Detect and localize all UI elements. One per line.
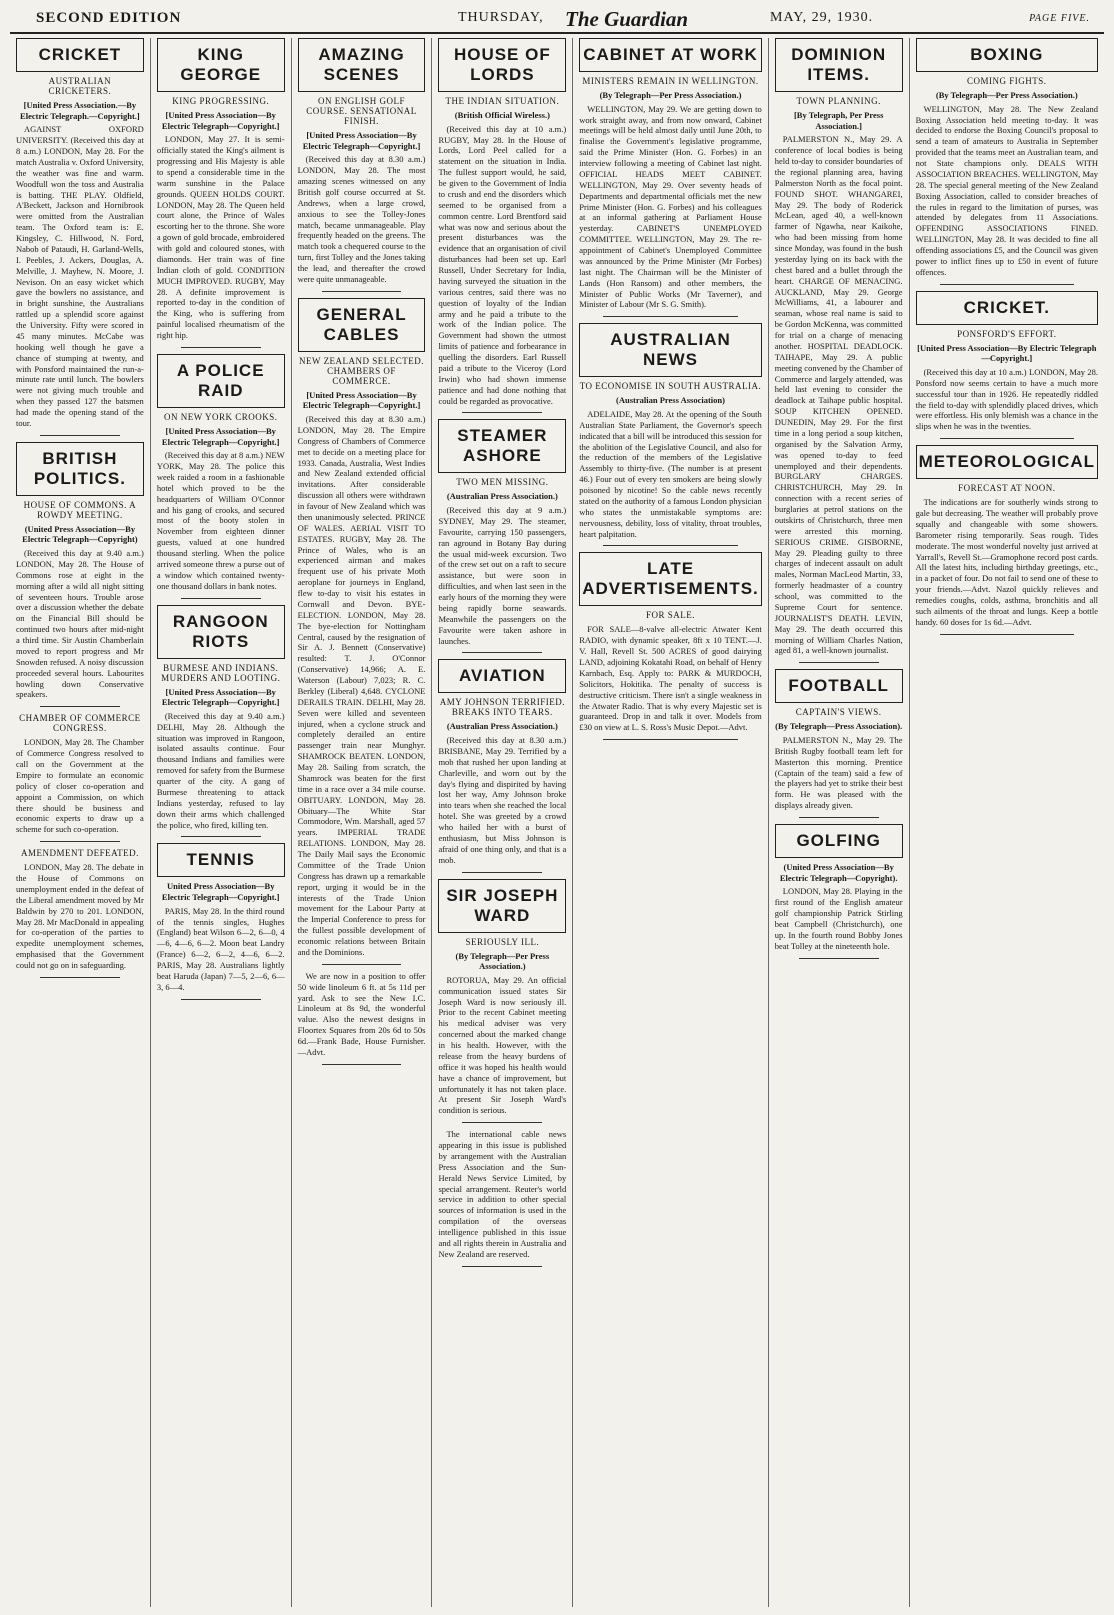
article-body: WELLINGTON, May 29. We are getting down to work straight away, and from now onward, Cabinet meetings will be held almost daily until June 20th, to finalise the Government's legislative programme, said the Prime Minister (Hon. G. Forbes) in an interview following a meeting of Cabinet last night. OFFICIAL HEADS MEET CABINET. WELLINGTON, May 29. Over seventy heads of Departments and departmental officials met the new Prime Minister (Hon. G. Forbes) and his colleagues at an informal gathering at Parliament House yesterday. CABINET'S UNEMPLOYED COMMITTEE. WELLINGTON, May 29. The re-appointment of Cabinet's Unemployed Committee was announced by the Prime Minister (Mr Forbes) last night. The Chairman will be the Minister of Lands (Hon Ransom) and other members, the Minister of Public Works (Mr Taverner), and Minister of Labour (Mr S. G. Smith).	[579, 103, 762, 310]
article-divider	[799, 817, 879, 818]
article-divider	[940, 284, 1074, 285]
article-divider	[40, 841, 120, 842]
article-body: (Received this day at 8.30 a.m.) BRISBANE, May 29. Terrified by a mob that rushed her upon landing at Charleville, and worn out by the day's flying and dispirited by having lost her way, Amy Johnson broke into tears when she reached the local hotel. She was greeted by a crowd who hailed her with a burst of enthusiasm, but Miss Johnson is afraid of one thing only, and that is a mob.	[438, 735, 567, 865]
article-subheading: KING PROGRESSING.	[172, 96, 270, 106]
article-credit: (By Telegraph—Per Press Association.)	[935, 90, 1078, 100]
article-credit: (British Official Wireless.)	[454, 110, 550, 120]
article	[298, 971, 426, 1058]
article-subheading: PONSFORD'S EFFORT.	[957, 328, 1057, 339]
article-headline: SIR JOSEPH WARD	[438, 879, 566, 933]
article	[438, 879, 566, 1117]
article	[438, 659, 566, 865]
column-6	[769, 38, 910, 1607]
article-divider	[462, 872, 542, 873]
article	[438, 38, 566, 406]
masthead	[10, 6, 1104, 34]
article-subheading: AMY JOHNSON TERRIFIED. BREAKS INTO TEARS.	[439, 697, 565, 718]
article-credit: (By Telegraph—Press Association).	[775, 721, 903, 732]
article	[16, 38, 144, 429]
article	[775, 669, 903, 811]
article-body: (Received this day at 10 a.m.) RUGBY, May 28. In the House of Lords, Lord Peel called for a statement on the situation in India. The fullest support would, he said, be given to the Government of India to crush and end the disorders which seemed to be organised from a common centre. Lord Brentford said what was now and serious about the present disturbances was the evidence that an organisation of civil disturbances had been set up. Earl Russell, Under Secretary for India, having surveyed the situation in the various centres, said there was no question of loyalty of the Indian army and he paid a tribute to the work of the Indian police. The Government had shown the utmost limits of patience and forbearance in quelling the disorders. Earl Russell paid a tribute to the Viceroy (Lord Irwin) who had shown immense patience and had done nothing that could be regarded as provocative.	[438, 123, 567, 406]
article	[916, 291, 1098, 433]
article-body: PALMERSTON N., May 29. A conference of local bodies is being held to-day to consider boundaries of the regional planning area, having Palmerston North as the focal point. FOUND SHOT. WHANGAREI, May 29. The body of Roderick McLean, aged 40, a well-known farmer of Ngawha, near Kaikohe, who had been missing from home since Monday, was found in the bush yesterday lying on its back with the chest bared and a bullet through the heart. CHARGE OF MENACING. AUCKLAND, May 29. George McWilliams, 41, a labourer and seaman, whose real name is said to be Gordon McKenna, was committed for trial on a charge of menacing another. HOSPITAL DEADLOCK. TAIHAPE, May 29. A public meeting convened by the Chamber of Commerce and largely attended, was held last evening to consider the deadlock at Taihape public hospital. SOUP KITCHEN OPENED. DUNEDIN, May 29. For the first time in a long period a soup kitchen, organised by the Salvation Army, was opened to-day to feed unemployed and their dependents. BURGLARY CHARGES. CHRISTCHURCH, May 29. In connection with a recent series of burglaries at petrol stations on the outskirts of Christchurch, three men were arrested this morning. SERIOUS CRIME. GISBORNE, May 29. Pleading guilty to three charges of indecent assault on adult males, Norman MacLeod Martin, 33, formerly headmaster of a country school, was committed to the Supreme Court for sentence. JOURNALIST'S DEATH. LEVIN, May 29. The death occurred this morning of William Charles Nation, aged 81, a well-known journalist.	[774, 134, 903, 656]
article-credit: [United Press Association.—By Electric Telegraph.—Copyright.]	[20, 100, 140, 121]
article-headline: RANGOON RIOTS	[157, 605, 285, 659]
article-credit: (Australian Press Association)	[616, 395, 725, 406]
article-body: ADELAIDE, May 28. At the opening of the South Australian State Parliament, the Governor's speech indicated that a bill will be introduced this session for the abolition of the Legislative Council, and also for the reduction of the members of the Legislative Assembly to thirty-five. (The number is at present 46.) Four out of every ten smokers are being slowly poisoned by nicotine! So the cable news recently stated on the authority of a famous London physician who states the unmistakable symptoms are: nervousness, debility, loss of vitality, throat troubles, heart palpitation.	[579, 408, 762, 539]
article-divider	[322, 291, 402, 292]
article-headline: DOMINION ITEMS.	[775, 38, 903, 92]
article-headline: GOLFING	[775, 824, 903, 858]
article-divider	[940, 438, 1074, 439]
day-label: THURSDAY,	[458, 10, 544, 25]
article	[438, 1129, 566, 1260]
article-headline: GENERAL CABLES	[298, 298, 426, 352]
article-headline: BRITISH POLITICS.	[16, 442, 144, 496]
article-body: PARIS, May 28. In the third round of the tennis singles, Hughes (England) beat Wilson 6—2, 6—0, 4—6, 4—6, 6—2. Moon beat Landry (France) 6—2, 6—2, 4—6, 6—2. PARIS, May 28. Australians lightly beat Haruda (Japan) 7—5, 2—6, 6—3, 6—4.	[156, 905, 285, 992]
article-credit: (By Telegraph—Per Press Association.)	[599, 90, 742, 100]
article-body: (Received this day at 9.40 a.m.) DELHI, May 28. Although the situation was improved in Rangoon, isolated assaults continue. Four thousand Indians and families were removed for safety from the Burmese quarter of the city. A gang of Burmese threatening to attack Indians yesterday, refused to lay down their arms which challenged the police, who fired, killing ten.	[156, 710, 285, 830]
article-body: (Received this day at 9 a.m.) SYDNEY, May 29. The steamer, Favourite, carrying 150 passengers, ran aground in Botany Bay during the usual mid-week excursion. Two of the crew set out on a raft to secure assistance, but were soon in difficulties, and when last seen in the early hours of the morning they were being rapidly borne seawards. Meanwhile the passengers on the Favourite were taken ashore in launches.	[438, 505, 567, 646]
article-credit: United Press Association—By Electric Telegraph—Copyright.]	[161, 881, 280, 902]
columns-container	[10, 38, 1104, 1607]
article	[298, 38, 426, 285]
article-subheading: ON NEW YORK CROOKS.	[163, 411, 278, 422]
article-divider	[40, 706, 120, 707]
article	[157, 605, 285, 831]
article-divider	[181, 347, 261, 348]
article-credit: [United Press Association—By Electric Telegraph—Copyright.]	[161, 110, 280, 131]
article	[298, 298, 426, 958]
article-headline: HOUSE OF LORDS	[438, 38, 566, 92]
article-body: AGAINST OXFORD UNIVERSITY. (Received this day at 8 a.m.) LONDON, May 28. For the match Australia v. Oxford University, the weather was fine and warm. Woodfull won the toss and Australia is batting. THE PLAY. Oldfield, A'Beckett, Jackson and Hornibrook were omitted from the Australian team. The Oxford team is: E. Kingsley, C. Hillwood, N. Ford, Nabob of Pataudi, H. Garland-Wells, I. Peebles, J. Ackers, Douglas, A. Melville, J. Mayhew, N. Moore, J. Nevison. On an easy wicket which gave the bowlers no assistance, and in bright sunshine, the Australians rattled up a splendid score against the University. Fifty were scored in 45 many minutes. McCabe was hooking well though he gave a chance of stumping at twenty, and with Ponsford maintained the run-a-minute rate until lunch. The bowlers were not giving much trouble and when they passed 127 the batsmen had made the opening stand of the tour.	[16, 124, 144, 428]
article-subheading: HOUSE OF COMMONS. A ROWDY MEETING.	[23, 499, 137, 520]
article-body: FOR SALE—8-valve all-electric Atwater Kent RADIO, with dynamic speaker, 8ft x 10 TENT.—J. V. Hall, Revell St. 500 ACRES of good dairying LAND, adjoining Kokatahi Road, on behalf of Henry Karnbach, Esq. Apply to: PARK & MURDOCH, Solicitors, Hokitika. The penalty of success is destructive criticism. There isn't a single weakness in the Atwater Radio. That is why every Majestic set is guaranteed. Drop in and talk it over. Models from £30 on view at L. S. Ross's Music Depot.—Advt.	[579, 624, 762, 733]
article-divider	[322, 1064, 402, 1065]
date-label: MAY, 29, 1930.	[770, 10, 874, 25]
column-3	[292, 38, 433, 1607]
article-subheading: MINISTERS REMAIN IN WELLINGTON.	[582, 76, 759, 86]
article-body: The indications are for southerly winds strong to gale but decreasing. The weather will probably prove squally and changeable with some showers. Barometer rising temporarily. Seas rough. Tides moderate. The most wonderful novelty just arrived at Yarrall's, Revell St.—Gramophone record post cards. All the latest hits, including birthday greetings, etc., in a packet of four. Do not fail to send one of these to your friends.—Advt. Nazol quickly relieves and remedies coughs, colds, asthma, bronchitis and all such ailments of the throat and lungs. Keep a bottle handy. 60 doses for 1s 6d.—Advt.	[915, 497, 1099, 627]
article	[579, 552, 762, 733]
article-subheading: SERIOUSLY ILL.	[465, 936, 540, 947]
article-headline: CABINET AT WORK	[579, 38, 762, 72]
article-subheading: TO ECONOMISE IN SOUTH AUSTRALIA.	[579, 381, 762, 392]
article-subheading: FORECAST AT NOON.	[958, 483, 1056, 494]
article	[16, 442, 144, 701]
article-divider	[940, 634, 1074, 635]
article-subheading: CAPTAIN'S VIEWS.	[795, 707, 882, 718]
column-1	[10, 38, 151, 1607]
article-divider	[799, 958, 879, 959]
article-subheading: NEW ZEALAND SELECTED. CHAMBERS OF COMMERCE.	[298, 355, 425, 386]
article-credit: (United Press Association—By Electric Telegraph—Copyright)	[22, 523, 138, 545]
article-headline: AUSTRALIAN NEWS	[579, 323, 762, 377]
article-subheading: ON ENGLISH GOLF COURSE. SENSATIONAL FINISH.	[306, 96, 417, 126]
article	[438, 419, 566, 646]
article-subheading: TWO MEN MISSING.	[456, 477, 549, 488]
article-divider	[603, 739, 738, 740]
article-credit: [United Press Association—By Electric Telegraph—Copyright.]	[302, 389, 421, 411]
article-headline: A POLICE RAID	[157, 354, 285, 408]
article	[775, 38, 903, 656]
article-divider	[40, 977, 120, 978]
newspaper-name: The Guardian	[565, 7, 689, 31]
article-subheading: AUSTRALIAN CRICKETERS.	[48, 76, 112, 96]
article-headline: STEAMER ASHORE	[438, 419, 566, 473]
article-body: (Received this day at 8 a.m.) NEW YORK, May 28. The police this week raided a room in a fashionable hotel which proved to be the headquarters of William O'Connor and his gang of crooks, and secured most of the booty stolen in November from eighteen dinner guests, valued at one hundred thousand sterling. When the police arrived someone threw a purse out of a window which contained twenty-one thousand dollars in bank notes.	[156, 450, 285, 591]
article	[157, 843, 285, 992]
article-body: We are now in a position to offer 50 wide linoleum 6 ft. at 5s 11d per yard. Ask to see the New I.C. Linoleum at 8s 9d, the wonderful value. Also the newest designs in Floortex Squares from 20s 6d to 50s 6d.—Frank Bade, House Furnisher.—Advt.	[297, 970, 426, 1057]
article-body: ROTORUA, May 29. An official communication issued states Sir Joseph Ward is now seriously ill. Prior to the recent Cabinet meeting his medical adviser was very concerned about the marked change in his health. However, with the release from the heavy burdens of office it was hoped his health would have a chance of improvement, but unfortunately it has not taken place. At present Sir Joseph Ward's condition is serious.	[438, 974, 567, 1116]
article-subheading: CHAMBER OF COMMERCE CONGRESS.	[19, 713, 141, 734]
article-headline: AMAZING SCENES	[298, 38, 426, 92]
article-headline: LATE ADVERTISEMENTS.	[579, 552, 762, 606]
article-divider	[462, 652, 542, 653]
article	[157, 38, 285, 341]
article-headline: METEOROLOGICAL	[916, 445, 1098, 479]
article-subheading: THE INDIAN SITUATION.	[445, 96, 560, 106]
article-credit: (By Telegraph—Per Press Association.)	[455, 950, 550, 972]
page-number: PAGE FIVE.	[1029, 13, 1090, 24]
article-divider	[462, 1122, 542, 1123]
article-divider	[799, 662, 879, 663]
article-body: The international cable news appearing in this issue is published by arrangement with the Australian Press Association and the Sun-Herald News Service Limited, by special arrangement. Reuter's world service in addition to other special sources of information is used in the compilation of the overseas intelligence published in this issue and all rights therein in Australia and New Zealand are reserved.	[438, 1129, 567, 1259]
article-body: LONDON, May 28. Playing in the first round of the English amateur golf championship Patrick Stirling beat Campbell (Christchurch), one up. In the fourth round Bobby Jones beat Tolley at the nineteenth hole.	[774, 886, 903, 951]
article	[16, 713, 144, 835]
article	[157, 354, 285, 592]
article-divider	[462, 412, 542, 413]
article-headline: CRICKET.	[916, 291, 1098, 325]
article-divider	[462, 1266, 542, 1267]
article-body: (Received this day at 10 a.m.) LONDON, May 28. Ponsford now seems certain to have a much more successful tour than in 1926. He repeatedly riddled the field to-day with splendidly placed drives, which were effortless. His only blemish was a chance in the slips when he was in the twenties.	[915, 366, 1099, 432]
article-headline: FOOTBALL	[775, 669, 903, 703]
article-credit: (Australian Press Association.)	[446, 491, 558, 502]
article-headline: KING GEORGE	[157, 38, 285, 92]
article	[916, 38, 1098, 278]
article-credit: [United Press Association—By Electric Telegraph—Copyright.]	[302, 130, 421, 151]
article-body: (Received this day at 9.40 a.m.) LONDON, May 28. The House of Commons rose at eight in the morning after a wild all night sitting of seventeen hours. Trouble arose over a discussion whether the debate on the Financial Bill should be continued two hours after mid-night a third time. Sir Austin Chamberlain moved to report progress and Mr Snowden refused. A noisy discussion proceeded several hours. Labourites howling down Conservative speakers.	[16, 548, 144, 700]
article-divider	[181, 836, 261, 837]
article-body: WELLINGTON, May 28. The New Zealand Boxing Association held meeting to-day. It was decided to endorse the Boxing Council's proposal to send a team of amateurs to Australia in September provided that the teams meet an Australian team, and not State champions only. DEALS WITH ASSOCIATION BREACHES. WELLINGTON, May 28. The special general meeting of the New Zealand Boxing Association, called to consider breaches of the rules in regard to the limitation of purses, was attended by delegates from 11 Associations. OFFENDING ASSOCIATIONS FINED. WELLINGTON, May 28. It was decided to fine all offending associations £5, and the Council was given power to inflict fines up to £50 in event of future offences.	[915, 103, 1099, 277]
article-credit: [United Press Association—By Electric Telegraph—Copyright.]	[161, 686, 280, 708]
article	[16, 848, 144, 971]
article-divider	[181, 999, 261, 1000]
article	[775, 824, 903, 952]
edition-label: SECOND EDITION	[36, 10, 182, 26]
article	[579, 323, 762, 539]
article-subheading: FOR SALE.	[646, 610, 696, 621]
article-divider	[603, 545, 738, 546]
article-credit: (United Press Association—By Electric Telegraph—Copyright).	[779, 862, 898, 883]
article-body: LONDON, May 28. The Chamber of Commerce Congress resolved to call on the Government at the Empire to formulate an economic policy of closer co-operation and appoint a Commission, on which there should be business and economic experts to draw up a scheme for such co-operation.	[16, 737, 144, 835]
article-credit: [United Press Association—By Electric Telegraph—Copyright.]	[161, 425, 280, 447]
article-body: LONDON, May 27. It is semi-officially stated the King's ailment is progressing and His Majesty is able to spend a considerable time in the warm sunshine in the Palace grounds. QUEEN HOLDS COURT. LONDON, May 28. The Queen held court alone, the Prince of Wales escorting her to the throne. She wore a gown of gold brocade, embroidered with gold and coloured stones, with diamonds. Her train was of fine Indian cloth of gold. CONDITION MUCH IMPROVED. RUGBY, May 28. A definite improvement is reported to-day in the condition of the King, who is suffering from painful localised rheumatism of the right hip.	[156, 134, 285, 340]
article-divider	[181, 598, 261, 599]
article-headline: AVIATION	[438, 659, 566, 693]
article-subheading: BURMESE AND INDIANS. MURDERS AND LOOTING.	[161, 662, 281, 683]
article-divider	[40, 435, 120, 436]
article-subheading: AMENDMENT DEFEATED.	[20, 848, 139, 859]
column-7	[910, 38, 1104, 1607]
article-body: (Received this day at 8.30 a.m.) LONDON, May 28. The Empire Congress of Chambers of Commerce met to decide on a meeting place for 1933. Canada, Australia, West Indies and New Zealand extended official invitations. After considerable discussion all others were withdrawn in favour of New Zealand which was then unanimously selected. PRINCE OF WALES. AERIAL VISIT TO ESTATES. RUGBY, May 28. The Prince of Wales, who is an experienced airman and makes frequent use of his private Moth aeroplane for journeys in England, flew to-day to visit his estates in Cornwall and Devon. BYE-ELECTION. LONDON, May 28. The bye-election for Nottingham Central, caused by the resignation of Sir A. J. Bennett (Conservative) resulted: T. J. O'Connor (Conservative) 14,966; A. E. Waterson (Labour) 7,023; R. C. Berkley (Liberal) 4,648. CYCLONE DERAILS TRAIN. DELHI, May 28. Seven were killed and seventeen injured, when a cyclone struck and completely derailed an entire passenger train near Munghyr. SHAMROCK BEATEN. LONDON, May 28. Sailing from scratch, the Shamrock was beaten for the first time in a race over a 34 mile course. OBITUARY. LONDON, May 28. Obituary—The White Star Commodore, Wm. Marshall, aged 57 years. IMPERIAL TRADE RELATIONS. LONDON, May 28. The Daily Mail says the Economic Committee of the Trade Union Congress has drawn up a remarkable report, urging it would be in the interests of the Trade Union movement for the Labour Party at the Imperial Conference to press for the fullest possible development of economic relations between Britain and the Dominions.	[297, 414, 426, 957]
article-body: LONDON, May 28. The debate in the House of Commons on unemployment ended in the defeat of the Liberal amendment moved by Mr Baldwin by 270 to 201. LONDON, May 28. Mr MacDonald in appealing for co-operation of the parties to expedite unemployment schemes, emphasised that the Government could not go on in safeguarding.	[16, 862, 144, 970]
article-credit: (Australian Press Association.)	[446, 721, 558, 732]
article-credit: [United Press Association—By Electric Telegraph—Copyright.]	[917, 342, 1097, 364]
article	[579, 38, 762, 310]
article	[916, 445, 1098, 628]
column-4	[432, 38, 573, 1607]
article-body: (Received this day at 8.30 a.m.) LONDON, May 28. The most amazing scenes witnessed on any British golf course occurred at St. Andrews, when a large crowd, anxious to see the Tolley-Jones match, became unmanageable. Play frequently headed on the greens. The match took a chequered course to the turn, first Tolley and the Jones taking the lead, and thereafter the crowd were quite unmanageable.	[297, 154, 426, 284]
article-body: PALMERSTON N., May 29. The British Rugby football team left for Masterton this morning. Prentice (Captain of the team) said a few of the players had yet to strike their best form. He was pleased with the displays already given.	[774, 734, 903, 811]
column-2	[151, 38, 292, 1607]
article-divider	[603, 316, 738, 317]
column-5	[573, 38, 769, 1607]
article-headline: TENNIS	[157, 843, 285, 877]
article-headline: BOXING	[916, 38, 1098, 72]
article-divider	[322, 964, 402, 965]
article-subheading: COMING FIGHTS.	[967, 76, 1047, 86]
article-credit: [By Telegraph, Per Press Association.]	[793, 110, 884, 131]
article-subheading: TOWN PLANNING.	[796, 96, 881, 106]
article-headline: CRICKET	[16, 38, 144, 72]
